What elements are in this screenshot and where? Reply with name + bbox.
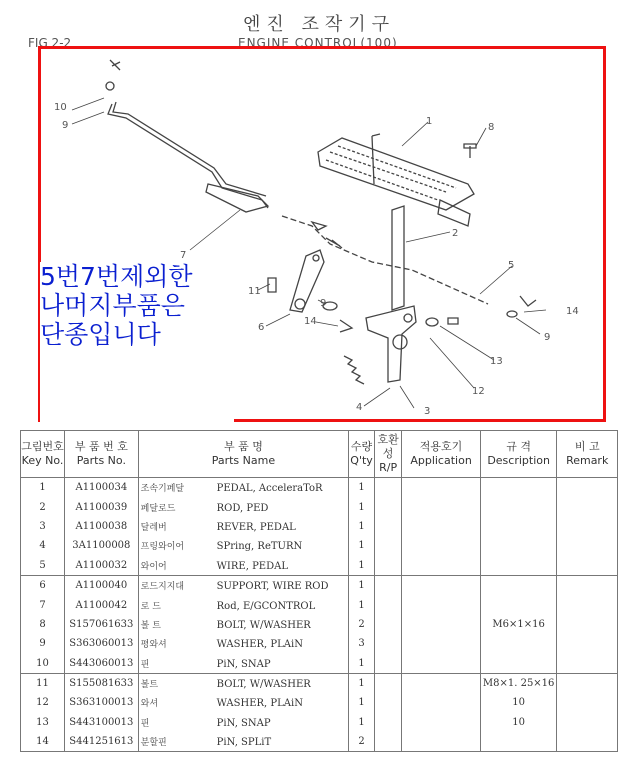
table-row: [21, 673, 618, 693]
cell-description: [480, 517, 557, 536]
part-name-korean: 평와셔: [140, 640, 167, 651]
cell-application: [402, 615, 481, 634]
callout-label: 9: [544, 332, 551, 343]
cell-part-no: S443060013: [65, 654, 139, 674]
cell-part-name: [138, 556, 349, 576]
cell-application: [402, 575, 481, 595]
cell-qty: 1: [349, 478, 375, 498]
parts-table: [20, 430, 618, 752]
cell-description: [480, 536, 557, 555]
callout-label: 12: [472, 386, 485, 397]
cell-key-no: 6: [21, 575, 65, 595]
cell-qty: 1: [349, 556, 375, 576]
cell-part-name: [138, 634, 349, 653]
cell-description: M8×1. 25×16: [480, 673, 557, 693]
figure-subtitle: ENGINE CONTROL(100): [238, 36, 398, 50]
callout-label: 9: [320, 298, 327, 309]
cell-qty: 3: [349, 634, 375, 653]
cell-part-name: [138, 478, 349, 498]
cell-rp: [374, 732, 401, 752]
table-row: [21, 595, 618, 614]
cell-description: [480, 634, 557, 653]
cell-part-name: [138, 654, 349, 674]
cell-remark: [557, 556, 618, 576]
cell-qty: 1: [349, 517, 375, 536]
callout-label: 6: [258, 322, 265, 333]
cell-part-no: A1100032: [65, 556, 139, 576]
cell-remark: [557, 654, 618, 674]
cell-remark: [557, 517, 618, 536]
cell-application: [402, 497, 481, 516]
cell-description: 10: [480, 693, 557, 712]
cell-part-name: [138, 693, 349, 712]
page-title: 엔진 조작기구: [242, 14, 396, 35]
cell-part-name: [138, 536, 349, 555]
callout-label: 14: [304, 316, 317, 327]
cell-remark: [557, 732, 618, 752]
cell-qty: 1: [349, 693, 375, 712]
cell-key-no: 4: [21, 536, 65, 555]
cell-part-no: S441251613: [65, 732, 139, 752]
cell-key-no: 7: [21, 595, 65, 614]
callout-label: 1: [426, 116, 433, 127]
cell-rp: [374, 634, 401, 653]
cell-remark: [557, 478, 618, 498]
cell-part-no: S363060013: [65, 634, 139, 653]
table-row: [21, 575, 618, 595]
cell-description: [480, 556, 557, 576]
part-name-english: Rod, E/GCONTROL: [216, 600, 316, 612]
notice-line: 5번7번제외한: [40, 262, 193, 291]
cell-part-name: [138, 713, 349, 732]
cell-description: [480, 497, 557, 516]
part-name-korean: 핀: [140, 718, 150, 729]
cell-rp: [374, 693, 401, 712]
part-name-korean: 조속기페달: [140, 484, 185, 495]
cell-application: [402, 673, 481, 693]
table-row: [21, 713, 618, 732]
cell-part-name: [138, 732, 349, 752]
cell-key-no: 10: [21, 654, 65, 674]
part-name-english: SUPPORT, WIRE ROD: [216, 581, 329, 593]
part-name-english: BOLT, W/WASHER: [216, 619, 311, 631]
part-name-english: ROD, PED: [216, 502, 269, 514]
cell-part-no: 3A1100008: [65, 536, 139, 555]
part-name-english: PiN, SNAP: [216, 717, 271, 729]
table-row: [21, 634, 618, 653]
cell-part-name: [138, 595, 349, 614]
table-row: [21, 478, 618, 498]
part-name-english: WASHER, PLAiN: [216, 698, 303, 710]
callout-label: 9: [62, 120, 69, 131]
cell-description: M6×1×16: [480, 615, 557, 634]
part-name-english: SPring, ReTURN: [216, 541, 303, 553]
table-row: [21, 497, 618, 516]
cell-application: [402, 732, 481, 752]
cell-qty: 1: [349, 536, 375, 555]
cell-key-no: 13: [21, 713, 65, 732]
table-row: [21, 536, 618, 555]
callout-label: 10: [54, 102, 67, 113]
cell-qty: 1: [349, 595, 375, 614]
callout-label: 7: [180, 250, 187, 261]
cell-key-no: 8: [21, 615, 65, 634]
table-row: [21, 615, 618, 634]
cell-remark: [557, 693, 618, 712]
cell-description: [480, 595, 557, 614]
table-header-row: [21, 431, 618, 478]
cell-part-no: A1100040: [65, 575, 139, 595]
cell-description: [480, 575, 557, 595]
part-name-korean: 핀: [140, 659, 150, 670]
cell-remark: [557, 595, 618, 614]
cell-remark: [557, 713, 618, 732]
cell-qty: 1: [349, 497, 375, 516]
notice-line: 단종입니다: [40, 320, 161, 349]
part-name-english: REVER, PEDAL: [216, 521, 296, 533]
table-row: [21, 556, 618, 576]
cell-qty: 2: [349, 732, 375, 752]
col-remark: 비 고 Remark: [557, 431, 618, 478]
cell-rp: [374, 556, 401, 576]
part-name-korean: 와이어: [140, 561, 167, 572]
figure-number: FIG 2-2: [28, 36, 72, 50]
cell-part-no: A1100042: [65, 595, 139, 614]
callout-label: 14: [566, 306, 579, 317]
part-name-korean: 페달로드: [140, 503, 176, 514]
cell-rp: [374, 673, 401, 693]
cell-part-name: [138, 615, 349, 634]
col-parts-name: 부 품 명 Parts Name: [138, 431, 349, 478]
col-key-no: 그림번호 Key No.: [21, 431, 65, 478]
callout-label: 2: [452, 228, 459, 239]
part-name-korean: 분할핀: [140, 738, 167, 749]
cell-key-no: 9: [21, 634, 65, 653]
callout-label: 4: [356, 402, 363, 413]
col-parts-no: 부 품 번 호 Parts No.: [65, 431, 139, 478]
cell-key-no: 12: [21, 693, 65, 712]
col-qty: 수량 Q'ty: [349, 431, 375, 478]
cell-rp: [374, 478, 401, 498]
cell-application: [402, 595, 481, 614]
table-row: [21, 654, 618, 674]
cell-application: [402, 536, 481, 555]
cell-part-name: [138, 673, 349, 693]
part-name-korean: 와셔: [140, 699, 159, 710]
cell-part-name: [138, 575, 349, 595]
cell-application: [402, 713, 481, 732]
cell-key-no: 14: [21, 732, 65, 752]
cell-key-no: 2: [21, 497, 65, 516]
cell-rp: [374, 497, 401, 516]
cell-rp: [374, 615, 401, 634]
cell-application: [402, 517, 481, 536]
cell-part-no: A1100038: [65, 517, 139, 536]
cell-application: [402, 556, 481, 576]
cell-qty: 1: [349, 575, 375, 595]
cell-part-no: S157061633: [65, 615, 139, 634]
callout-label: 5: [508, 260, 515, 271]
callout-label: 11: [248, 286, 261, 297]
cell-key-no: 11: [21, 673, 65, 693]
part-name-korean: 프링와이어: [140, 542, 185, 553]
cell-application: [402, 693, 481, 712]
cell-remark: [557, 673, 618, 693]
callout-label: 3: [424, 406, 431, 417]
cell-rp: [374, 517, 401, 536]
cell-rp: [374, 595, 401, 614]
cell-part-no: A1100034: [65, 478, 139, 498]
cell-part-no: S155081633: [65, 673, 139, 693]
table-row: [21, 517, 618, 536]
col-rp: 호환성 R/P: [374, 431, 401, 478]
cell-part-no: S363100013: [65, 693, 139, 712]
cell-application: [402, 654, 481, 674]
table-row: [21, 732, 618, 752]
part-name-english: WIRE, PEDAL: [216, 560, 288, 572]
table-row: [21, 693, 618, 712]
cell-remark: [557, 497, 618, 516]
cell-remark: [557, 634, 618, 653]
cell-application: [402, 478, 481, 498]
part-name-english: WASHER, PLAiN: [216, 639, 303, 651]
cell-key-no: 5: [21, 556, 65, 576]
part-name-korean: 로드지지대: [140, 582, 185, 593]
part-name-korean: 달레버: [140, 522, 167, 533]
part-name-english: PEDAL, AcceleraToR: [216, 483, 323, 495]
part-name-english: BOLT, W/WASHER: [216, 679, 311, 691]
cell-key-no: 3: [21, 517, 65, 536]
cell-qty: 1: [349, 673, 375, 693]
cell-qty: 1: [349, 654, 375, 674]
discontinued-notice: [40, 262, 234, 424]
part-name-korean: 볼트: [140, 680, 159, 691]
cell-remark: [557, 536, 618, 555]
callout-label: 13: [490, 356, 503, 367]
cell-description: [480, 654, 557, 674]
cell-description: [480, 732, 557, 752]
cell-remark: [557, 575, 618, 595]
cell-rp: [374, 713, 401, 732]
cell-qty: 2: [349, 615, 375, 634]
cell-qty: 1: [349, 713, 375, 732]
cell-description: 10: [480, 713, 557, 732]
part-name-english: PiN, SNAP: [216, 658, 271, 670]
cell-part-no: A1100039: [65, 497, 139, 516]
cell-part-no: S443100013: [65, 713, 139, 732]
part-name-korean: 로 드: [140, 601, 161, 612]
cell-key-no: 1: [21, 478, 65, 498]
col-application: 적용호기 Application: [402, 431, 481, 478]
cell-part-name: [138, 517, 349, 536]
cell-rp: [374, 654, 401, 674]
notice-line: 나머지부품은: [40, 291, 185, 320]
col-description: 규 격 Description: [480, 431, 557, 478]
callout-label: 8: [488, 122, 495, 133]
cell-rp: [374, 575, 401, 595]
cell-application: [402, 634, 481, 653]
cell-description: [480, 478, 557, 498]
part-name-english: PiN, SPLiT: [216, 737, 272, 749]
part-name-korean: 볼 트: [140, 620, 161, 631]
cell-rp: [374, 536, 401, 555]
cell-remark: [557, 615, 618, 634]
cell-part-name: [138, 497, 349, 516]
